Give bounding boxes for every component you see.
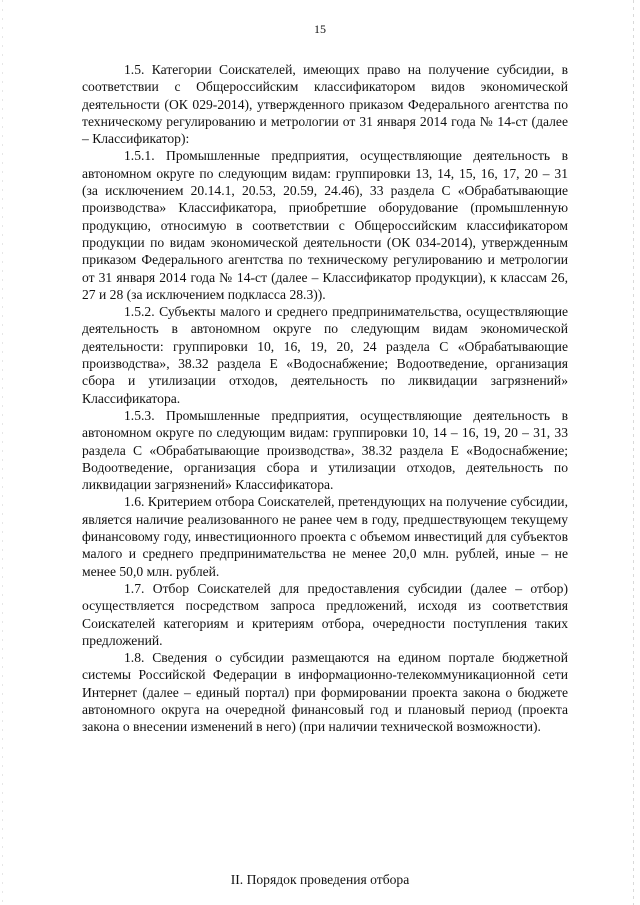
- document-body: [82, 61, 568, 736]
- paragraph-1-8: 1.8. Сведения о субсидии размещаются на едином портале бюджетной системы Российской Федерации в информационно-телекоммуникационной сети Интернет (далее – единый портал) при формировании проекта закона о бюджете автономного округа на очередной финансовый год и плановый период (проекта закона о внесении изменений в него) (при наличии технической возможности).: [82, 650, 568, 735]
- section-heading: II. Порядок проведения отбора: [230, 872, 410, 887]
- paragraph-1-5-1: 1.5.1. Промышленные предприятия, осуществляющие деятельность в автономном округе по следующим видам: группировки 13, 14, 15, 16, 17, 20 – 31 (за исключением 20.14.1, 20.53, 20.59, 24.46), 33 раздела С «Обрабатывающие производства» Классификатора, приобретшие оборудование (промышленную продукцию, относимую в соответствии с Общероссийским классификатором продукции по видам экономической деятельности (ОК 034-2014), утвержденным приказом Федерального агентства по техническому регулированию и метрологии от 31 января 2014 года № 14-ст (далее – Классификатор продукции), к классам 26, 27 и 28 (за исключением подкласса 28.3)).: [82, 148, 568, 302]
- paragraph-1-6: 1.6. Критерием отбора Соискателей, претендующих на получение субсидии, является наличие реализованного не ранее чем в году, предшествующем текущему финансовому году, инвестиционного проекта с объемом инвестиций для субъектов малого и среднего предпринимательства не менее 20,0 млн. рублей, иные – не менее 50,0 млн. рублей.: [82, 494, 568, 579]
- page-number: 15: [314, 22, 326, 36]
- scan-edge-left: [2, 0, 3, 905]
- paragraph-1-7: 1.7. Отбор Соискателей для предоставления субсидии (далее – отбор) осуществляется посредством запроса предложений, исходя из соответствия Соискателей категориям и критериям отбора, очередности поступления таких предложений.: [82, 580, 568, 648]
- scan-edge-right: [633, 0, 634, 905]
- paragraph-1-5-3: 1.5.3. Промышленные предприятия, осуществляющие деятельность в автономном округе по следующим видам: группировки 10, 14 – 16, 19, 20 – 31, 33 раздела С «Обрабатывающие производства», 38.32 раздела Е «Водоснабжение; Водоотведение, организация сбора и утилизации отходов, деятельность по ликвидации загрязнений» Классификатора.: [82, 407, 568, 493]
- paragraph-1-5: 1.5. Категории Соискателей, имеющих право на получение субсидии, в соответствии с Общероссийским классификатором видов экономической деятельности (ОК 029-2014), утвержденного приказом Федерального агентства по техническому регулированию и метрологии от 31 января 2014 года № 14-ст (далее – Классификатор):: [82, 62, 568, 147]
- paragraph-1-5-2: 1.5.2. Субъекты малого и среднего предпринимательства, осуществляющие деятельность в автономном округе по следующим видам экономической деятельности: группировки 10, 16, 19, 20, 24 раздела С «Обрабатывающие производства», 38.32 раздела Е «Водоснабжение; Водоотведение, организация сбора и утилизации отходов, деятельность по ликвидации загрязнений» Классификатора.: [82, 304, 568, 406]
